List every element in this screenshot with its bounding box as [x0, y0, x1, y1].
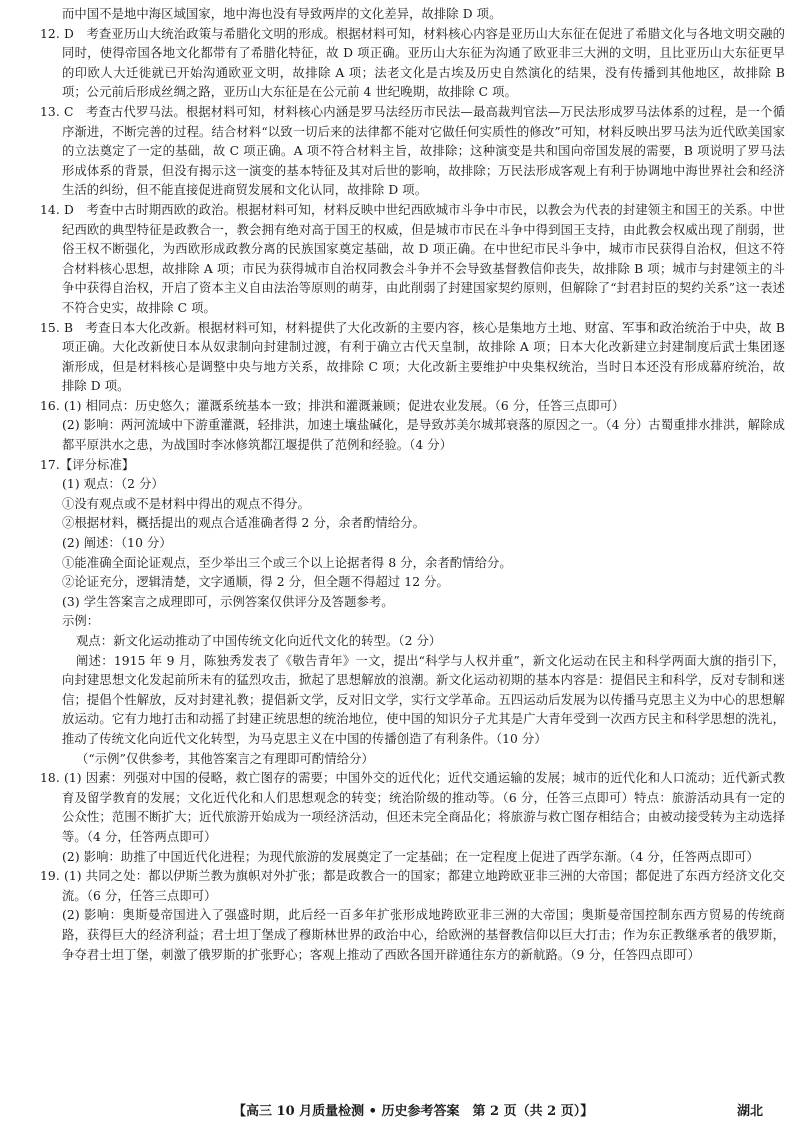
answer-q18-part2: (2) 影响：助推了中国近代化进程；为现代旅游的发展奠定了一定基础；在一定程度上促进了西学东渐。（4 分，任答两点即可） [62, 849, 759, 864]
answer-q14: 14. D 考查中古时期西欧的政治。根据材料可知，材料反映中世纪西欧城市斗争中市民，以教会为代表的封建领主和国王的关系。中世纪西欧的典型特征是政教合一，教会拥有绝对高于国王的权威，但是城市市民在斗争中得到国王支持，由此教会权威出现了削弱，世俗王权不断强化，为西欧形成政教分离的民族国家奠定基础，故 D 项正确。在中世纪市民斗争中，城市市民获得自治权，但这不符合材料核心思想，故排除 A 项；市民为获得城市自治权同教会斗争并不会导致基督教信仰丧失，故排除 B 项；城市与封建领主的斗争中获得自治权，开启了资本主义自由法治等原则的萌芽，由此削弱了封建国家契约原则，但解除了“封君封臣的契约关系”这一表述不符合史实，故排除 C 项。 [40, 202, 785, 315]
answer-q19-part2: (2) 影响：奥斯曼帝国进入了强盛时期，此后经一百多年扩张形成地跨欧亚非三洲的大帝国；奥斯曼帝国控制东西方贸易的传统商路，获得巨大的经济利益；君士坦丁堡成了穆斯林世界的政治中心，给欧洲的基督教信仰以巨大打击；作为东正教继承者的俄罗斯，争夺君士坦丁堡，刺激了俄罗斯的扩张野心；客观上推动了西欧各国开辟通往东方的新航路。（9 分，任答四点即可） [62, 908, 785, 962]
q17-example-argument: 阐述：1915 年 9 月，陈独秀发表了《敬告青年》一文，提出“科学与人权并重”，新文化运动在民主和科学两面大旗的指引下，向封建思想文化发起前所未有的猛烈攻击，掀起了思想解放的浪潮。新文化运动初期的基本内容是：提倡民主和科学，反对专制和迷信；提倡个性解放，反对封建礼教；提倡新文学，反对旧文学，实行文学革命。五四运动后发展为以传播马克思主义为中心的思想解放运动。它有力地打击和动摇了封建正统思想的统治地位，使中国的知识分子尤其是广大青年受到一次西方民主和科学思想的洗礼，推动了传统文化向近代文化转型，为马克思主义在中国的传播创造了有利条件。（10 分） [62, 653, 785, 746]
answer-content [40, 5, 785, 965]
q11-tail-line: 而中国不是地中海区域国家，地中海也没有导致两岸的文化差异，故排除 D 项。 [62, 7, 502, 21]
answer-q15: 15. B 考查日本大化改新。根据材料可知，材料提供了大化改新的主要内容，核心是集地方土地、财富、军事和政治统治于中央，故 B 项正确。大化改新使日本从奴隶制向封建制过渡，有利于确立古代天皇制，故排除 A 项；日本大化改新建立封建制度后武士集团逐渐形成，但是材料核心是调整中央与地方关系，故排除 C 项；大化改新主要维护中央集权统治，当时日本还没有形成幕府统治，故排除 D 项。 [40, 320, 785, 394]
q17-argument-heading: (2) 阐述：（10 分） [62, 536, 172, 551]
answer-q13: 13. C 考查古代罗马法。根据材料可知，材料核心内涵是罗马法经历市民法—最高裁判官法—万民法形成罗马法体系的过程，是一个循序渐进，不断完善的过程。结合材料“以致一切后来的法律都不能对它做任何实质性的修改”可知，材料反映出罗马法为近代欧美国家的立法奠定了一定的基础，故 C 项正确。A 项不符合材料主旨，故排除；这种演变是共和国向帝国发展的需要，B 项说明了罗马法形成体系的背景，但没有揭示这一演变的基本特征及其对后世的影响，故排除；万民法形成客观上有利于协调地中海世界社会和经济生活的纠纷，但不能直接促进商贸发展和文化认同，故排除 D 项。 [40, 104, 785, 198]
answer-q16-part1: 16. (1) 相同点：历史悠久；灌溉系统基本一致；排洪和灌溉兼顾；促进农业发展。（6 分，任答三点即可） [40, 398, 625, 413]
q17-example-viewpoint: 观点：新文化运动推动了中国传统文化向近代文化的转型。（2 分） [76, 634, 442, 648]
q17-viewpoint-heading: (1) 观点：（2 分） [62, 477, 164, 492]
answer-q16-part2: (2) 影响：两河流域中下游重灌溉，轻排洪，加速土壤盐碱化，是导致苏美尔城邦衰落的原因之一。（4 分）古蜀重排水排洪，解除成都平原洪水之患，为战国时李冰修筑都江堰提供了范例和经验。（4 分） [62, 418, 785, 453]
q17-example-note: （“示例”仅供参考，其他答案言之有理即可酌情给分） [76, 751, 374, 766]
q17-argument-rule-2: ②论证充分，逻辑清楚，文字通顺，得 2 分，但全题不得超过 12 分。 [62, 575, 449, 590]
answer-q12: 12. D 考查亚历山大统治政策与希腊化文明的形成。根据材料可知，材料核心内容是亚历山大东征在促进了希腊文化与各地文明交融的同时，使得帝国各地文化都带有了希腊化特征，故 D 项正确。亚历山大东征为沟通了欧亚非三大洲的文明，且比亚历山大东征更早的印欧人大迁徙就已开始沟通欧亚文明，故排除 A 项；法老文化是古埃及历史自然演化的结果，没有传播到其他地区，故排除 B 项；公元前后形成丝绸之路，亚历山大东征是在公元前 4 世纪晚期，故排除 C 项。 [40, 26, 785, 100]
q17-viewpoint-rule-1: ①没有观点或不是材料中得出的观点不得分。 [62, 496, 310, 511]
q17-example-label: 示例： [62, 614, 100, 629]
q17-viewpoint-rule-2: ②根据材料，概括提出的观点合适准确者得 2 分，余者酌情给分。 [62, 516, 426, 531]
answer-q18-part1: 18. (1) 因素：列强对中国的侵略，救亡图存的需要；中国外交的近代化；近代交通运输的发展；城市的近代化和人口流动；近代新式教育及留学教育的发展；文化近代化和人们思想观念的转变；统治阶级的推动等。（6 分，任答三点即可）特点：旅游活动具有一定的公众性；范围不断扩大；近代旅游开始成为一项经济活动，但还未完全商品化；将旅游与救亡图存相结合；由被动接受转为主动选择等。（4 分，任答两点即可） [40, 771, 785, 844]
footer-title: 【高三 10 月质量检测 • 历史参考答案 第 2 页（共 2 页）】 [233, 1104, 594, 1119]
answer-q19-part1: 19. (1) 共同之处：都以伊斯兰教为旗帜对外扩张；都是政教合一的国家；都建立地跨欧亚非三洲的大帝国；都促进了东西方经济文化交流。（6 分，任答三点即可） [40, 869, 785, 903]
q17-note: (3) 学生答案言之成理即可，示例答案仅供评分及答题参考。 [62, 594, 394, 609]
footer-region: 湖北 [737, 1104, 764, 1119]
q17-argument-rule-1: ①能准确全面论证观点，至少举出三个或三个以上论据者得 8 分，余者酌情给分。 [62, 555, 512, 570]
answer-q17-heading: 17.【评分标准】 [40, 457, 135, 472]
page-footer [0, 1102, 800, 1122]
